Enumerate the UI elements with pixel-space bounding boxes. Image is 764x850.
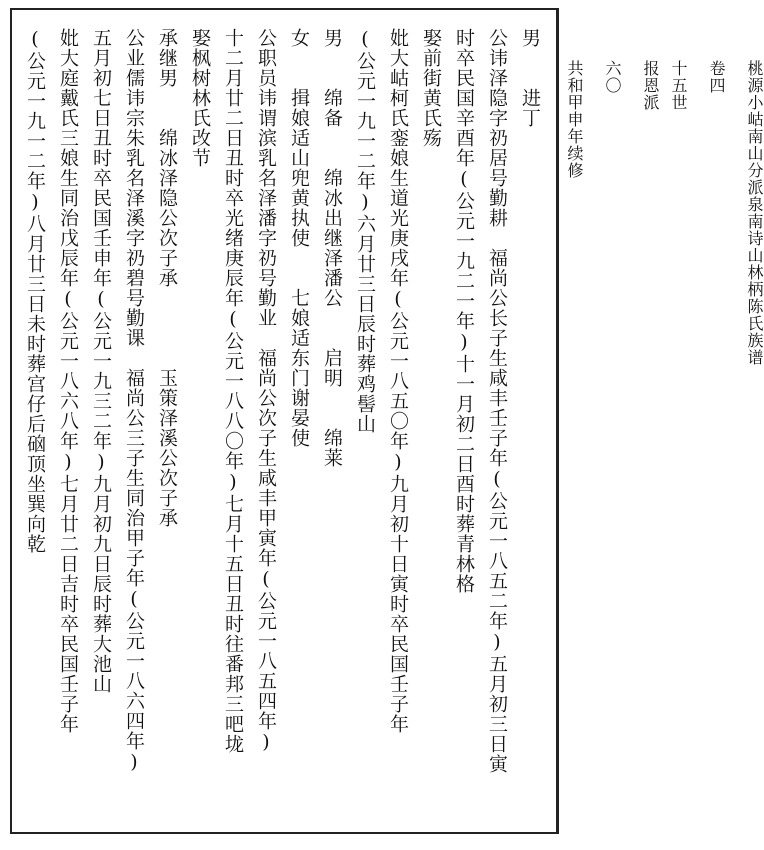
text-column: (公元一九一二年)六月廿三日辰时葬鸡髻山 bbox=[354, 28, 376, 434]
text-column: 五月初七日丑时卒民国壬申年(公元一九三二年)九月初九日辰时葬大池山 bbox=[90, 28, 112, 694]
text-column: 娶枫树林氏改节 bbox=[189, 28, 211, 168]
volume-label: 卷四 bbox=[707, 60, 726, 94]
page-header bbox=[566, 60, 762, 366]
text-column: 公职员讳谓滨乳名泽潘字礽号勤业 福尚公次子生咸丰甲寅年(公元一八五四年) bbox=[255, 28, 277, 754]
text-column: 公业儒讳宗朱乳名泽溪字礽碧号勤课 福尚公三子生同治甲子年(公元一八六四年) bbox=[123, 28, 145, 774]
text-column: 时卒民国辛酉年(公元一九二一年)十一月初二日酉时葬青林格 bbox=[453, 28, 475, 594]
page-number: 六〇 bbox=[603, 60, 622, 94]
edition-label: 共和甲申年续修 bbox=[565, 60, 584, 179]
branch-label: 报恩派 bbox=[641, 60, 660, 111]
generation-label: 十五世 bbox=[669, 60, 688, 111]
text-column: 男 绵备 绵冰出继泽潘公 启明 绵莱 bbox=[321, 28, 343, 468]
text-column: (公元一九一二年)八月廿三日未时葬宫仔后硇顶坐巽向乾 bbox=[24, 28, 46, 554]
text-column: 妣大庭戴氏三娘生同治戊辰年(公元一八六八年)七月廿二日吉时卒民国壬子年 bbox=[57, 28, 79, 734]
text-column: 娶前街黄氏殇 bbox=[420, 28, 442, 148]
text-column: 承继男 绵冰泽隐公次子承 玉策泽溪公次子承 bbox=[156, 28, 178, 528]
text-column: 男 进丁 bbox=[519, 28, 541, 128]
text-column: 女 揖娘适山兜黄执使 七娘适东门谢晏使 bbox=[288, 28, 310, 448]
book-title: 桃源小岵南山分派泉南诗山林柄陈氏族谱 bbox=[745, 60, 764, 366]
text-column: 十二月廿二日丑时卒光绪庚辰年(公元一八八〇年)七月十五日丑时往番邦三吧垅 bbox=[222, 28, 244, 754]
header-divider bbox=[558, 8, 559, 834]
text-column: 公讳泽隐字礽居号勤耕 福尚公长子生咸丰壬子年(公元一八五二年)五月初三日寅 bbox=[486, 28, 508, 774]
text-column: 妣大岵柯氏銮娘生道光庚戌年(公元一八五〇年)九月初十日寅时卒民国壬子年 bbox=[387, 28, 409, 734]
